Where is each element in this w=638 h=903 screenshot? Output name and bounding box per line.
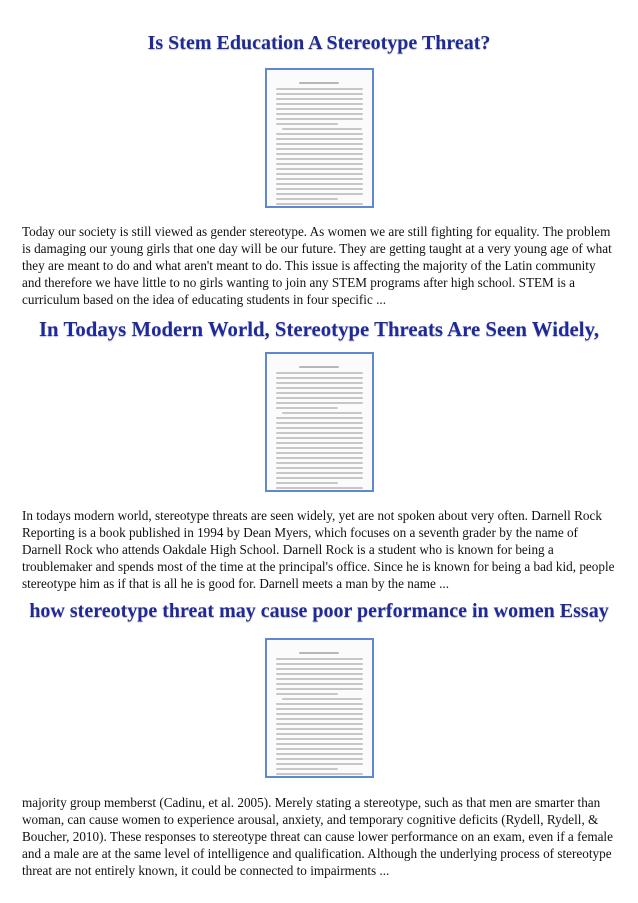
- article-excerpt-1: Today our society is still viewed as gender stereotype. As women we are still fighting for equality. The problem is damaging our young girls that one day will be our future. They are getting taught at a very young age of what they are meant to do and what aren't meant to do. This issue is affecting the majority of the Latin community and therefore we have little to no girls wanting to join any STEM programs after high school. STEM is a curriculum based on the idea of educating students in four specific ...: [22, 224, 612, 307]
- article-section-2: [22, 316, 616, 592]
- article-excerpt-2: In todays modern world, stereotype threats are seen widely, yet are not spoken about very often. Darnell Rock Reporting is a book published in 1994 by Dean Myers, which focuses on a seventh grader by the name of Darnell Rock who attends Oakdale High School. Darnell Rock is a student who is known for being a troublemaker and spends most of the time at the principal's office. Since he is known for being a bad kid, people stereotype him as if that is all he is good for. Darnell meets a man by the name ...: [22, 508, 615, 591]
- thumbnail-text-lines: [276, 366, 363, 480]
- article-title-3[interactable]: how stereotype threat may cause poor performance in women Essay: [29, 600, 609, 622]
- document-thumbnail-2[interactable]: [265, 352, 374, 492]
- thumbnail-text-lines: [276, 652, 363, 766]
- thumbnail-wrapper-3: [22, 638, 616, 778]
- document-thumbnail-3[interactable]: [265, 638, 374, 778]
- article-section-1: [22, 30, 616, 308]
- article-title-1[interactable]: Is Stem Education A Stereotype Threat?: [147, 32, 491, 54]
- thumbnail-wrapper-1: [22, 68, 616, 208]
- article-excerpt-3: majority group memberst (Cadinu, et al. 2005). Merely stating a stereotype, such as that men are smarter than woman, can cause women to experience arousal, anxiety, and temporary cognitive deficits (Rydell, Rydell, & Boucher, 2010). These responses to stereotype threat can cause lower performance on an exam, even if a female and a male are at the same level of intelligence and qualification. Although the underlying process of stereotype threat are not entirely known, it could be connected to impairments ...: [22, 795, 613, 878]
- document-thumbnail-1[interactable]: [265, 68, 374, 208]
- thumbnail-wrapper-2: [22, 352, 616, 492]
- article-title-2[interactable]: In Todays Modern World, Stereotype Threats Are Seen Widely,: [38, 318, 600, 341]
- thumbnail-text-lines: [276, 82, 363, 196]
- article-section-3: [22, 598, 616, 879]
